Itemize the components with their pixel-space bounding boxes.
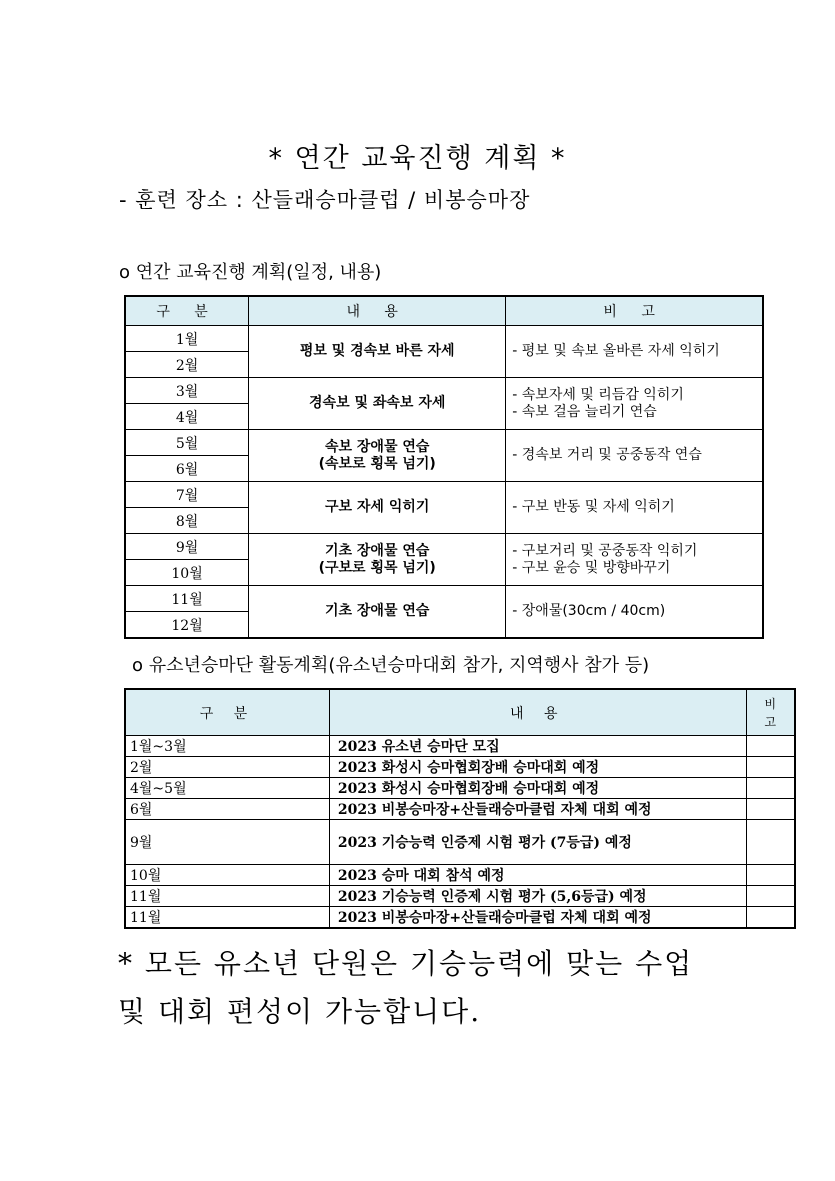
- content-line: 기초 장애물 연습: [324, 542, 430, 559]
- closing-note: [118, 940, 693, 1036]
- month-cell: 1월: [125, 326, 249, 352]
- period-cell: 4월~5월: [125, 778, 329, 799]
- content-cell: [249, 430, 506, 482]
- note-line: - 구보 반동 및 자세 익히기: [512, 499, 675, 515]
- month-cell: 11월: [125, 586, 249, 612]
- period-cell: 6월: [125, 799, 329, 820]
- header-month: 구 분: [125, 296, 249, 326]
- table-row: [125, 534, 763, 560]
- note-cell: [506, 430, 763, 482]
- month-cell: 3월: [125, 378, 249, 404]
- note-cell: [746, 799, 795, 820]
- content-cell: [249, 378, 506, 430]
- table-row: [125, 799, 795, 820]
- note-line: - 평보 및 속보 올바른 자세 익히기: [512, 343, 720, 359]
- closing-note-line: 및 대회 편성이 가능합니다.: [118, 995, 482, 1028]
- content-cell: 2023 화성시 승마협회장배 승마대회 예정: [329, 778, 746, 799]
- content-cell: 2023 기승능력 인증제 시험 평가 (5,6등급) 예정: [329, 886, 746, 907]
- table-row: [125, 886, 795, 907]
- content-cell: [249, 482, 506, 534]
- table-row: [125, 820, 795, 865]
- content-cell: 2023 화성시 승마협회장배 승마대회 예정: [329, 757, 746, 778]
- month-cell: 10월: [125, 560, 249, 586]
- month-cell: 9월: [125, 534, 249, 560]
- note-line: - 구보거리 및 공중동작 익히기: [512, 542, 698, 559]
- closing-note-line: * 모든 유소년 단원은 기승능력에 맞는 수업: [118, 947, 694, 980]
- month-cell: 8월: [125, 508, 249, 534]
- content-line: 평보 및 경속보 바른 자세: [299, 343, 455, 359]
- note-cell: [746, 886, 795, 907]
- page-title: * 연간 교육진행 계획 *: [268, 143, 567, 174]
- table-row: [125, 778, 795, 799]
- annual-plan-table: [124, 295, 764, 639]
- header-note-line: 고: [764, 714, 777, 729]
- table-row: [125, 757, 795, 778]
- table-row: [125, 586, 763, 612]
- note-cell: [506, 482, 763, 534]
- content-line: 경속보 및 좌속보 자세: [309, 395, 446, 411]
- note-line: - 속보자세 및 리듬감 익히기: [512, 386, 684, 403]
- note-line: - 속보 걸음 늘리기 연습: [512, 403, 657, 420]
- youth-club-activity-table: [124, 688, 796, 929]
- month-cell: 12월: [125, 612, 249, 639]
- note-cell: [506, 326, 763, 378]
- header-note: 비 고: [506, 296, 763, 326]
- content-line: (속보로 횡목 넘기): [318, 455, 436, 472]
- header-period: 구 분: [125, 689, 329, 736]
- month-cell: 4월: [125, 404, 249, 430]
- header-note: [746, 689, 795, 736]
- note-line: - 구보 윤승 및 방향바꾸기: [512, 559, 671, 576]
- table-row: [125, 736, 795, 757]
- content-cell: 2023 승마 대회 참석 예정: [329, 865, 746, 886]
- note-cell: [746, 757, 795, 778]
- training-location: - 훈련 장소 : 산들래승마클럽 / 비봉승마장: [119, 188, 531, 212]
- table-row: [125, 482, 763, 508]
- note-cell: [746, 778, 795, 799]
- content-line: 구보 자세 익히기: [324, 499, 430, 515]
- content-cell: 2023 기승능력 인증제 시험 평가 (7등급) 예정: [329, 820, 746, 865]
- section1-heading: o 연간 교육진행 계획(일정, 내용): [119, 262, 382, 283]
- period-cell: 11월: [125, 886, 329, 907]
- header-content: 내 용: [249, 296, 506, 326]
- content-cell: 2023 비봉승마장+산들래승마클럽 자체 대회 예정: [329, 907, 746, 929]
- content-cell: [249, 326, 506, 378]
- content-cell: 2023 비봉승마장+산들래승마클럽 자체 대회 예정: [329, 799, 746, 820]
- table-row: [125, 865, 795, 886]
- note-line: - 장애물(30cm / 40cm): [512, 603, 666, 619]
- period-cell: 11월: [125, 907, 329, 929]
- content-cell: [249, 586, 506, 639]
- section2-heading: o 유소년승마단 활동계획(유소년승마대회 참가, 지역행사 참가 등): [132, 655, 650, 676]
- content-line: (구보로 횡목 넘기): [318, 559, 436, 576]
- note-cell: [746, 736, 795, 757]
- table-row: [125, 907, 795, 929]
- period-cell: 1월~3월: [125, 736, 329, 757]
- header-content: 내 용: [329, 689, 746, 736]
- period-cell: 2월: [125, 757, 329, 778]
- note-line: - 경속보 거리 및 공중동작 연습: [512, 447, 702, 463]
- content-line: 속보 장애물 연습: [324, 438, 430, 455]
- period-cell: 9월: [125, 820, 329, 865]
- note-cell: [746, 865, 795, 886]
- table-row: [125, 326, 763, 352]
- content-line: 기초 장애물 연습: [324, 603, 430, 619]
- month-cell: 5월: [125, 430, 249, 456]
- note-cell: [506, 378, 763, 430]
- note-cell: [746, 820, 795, 865]
- month-cell: 7월: [125, 482, 249, 508]
- month-cell: 2월: [125, 352, 249, 378]
- note-cell: [506, 534, 763, 586]
- table-row: [125, 430, 763, 456]
- month-cell: 6월: [125, 456, 249, 482]
- header-note-line: 비: [764, 696, 777, 711]
- note-cell: [506, 586, 763, 639]
- content-cell: [249, 534, 506, 586]
- content-cell: 2023 유소년 승마단 모집: [329, 736, 746, 757]
- period-cell: 10월: [125, 865, 329, 886]
- note-cell: [746, 907, 795, 929]
- table-row: [125, 378, 763, 404]
